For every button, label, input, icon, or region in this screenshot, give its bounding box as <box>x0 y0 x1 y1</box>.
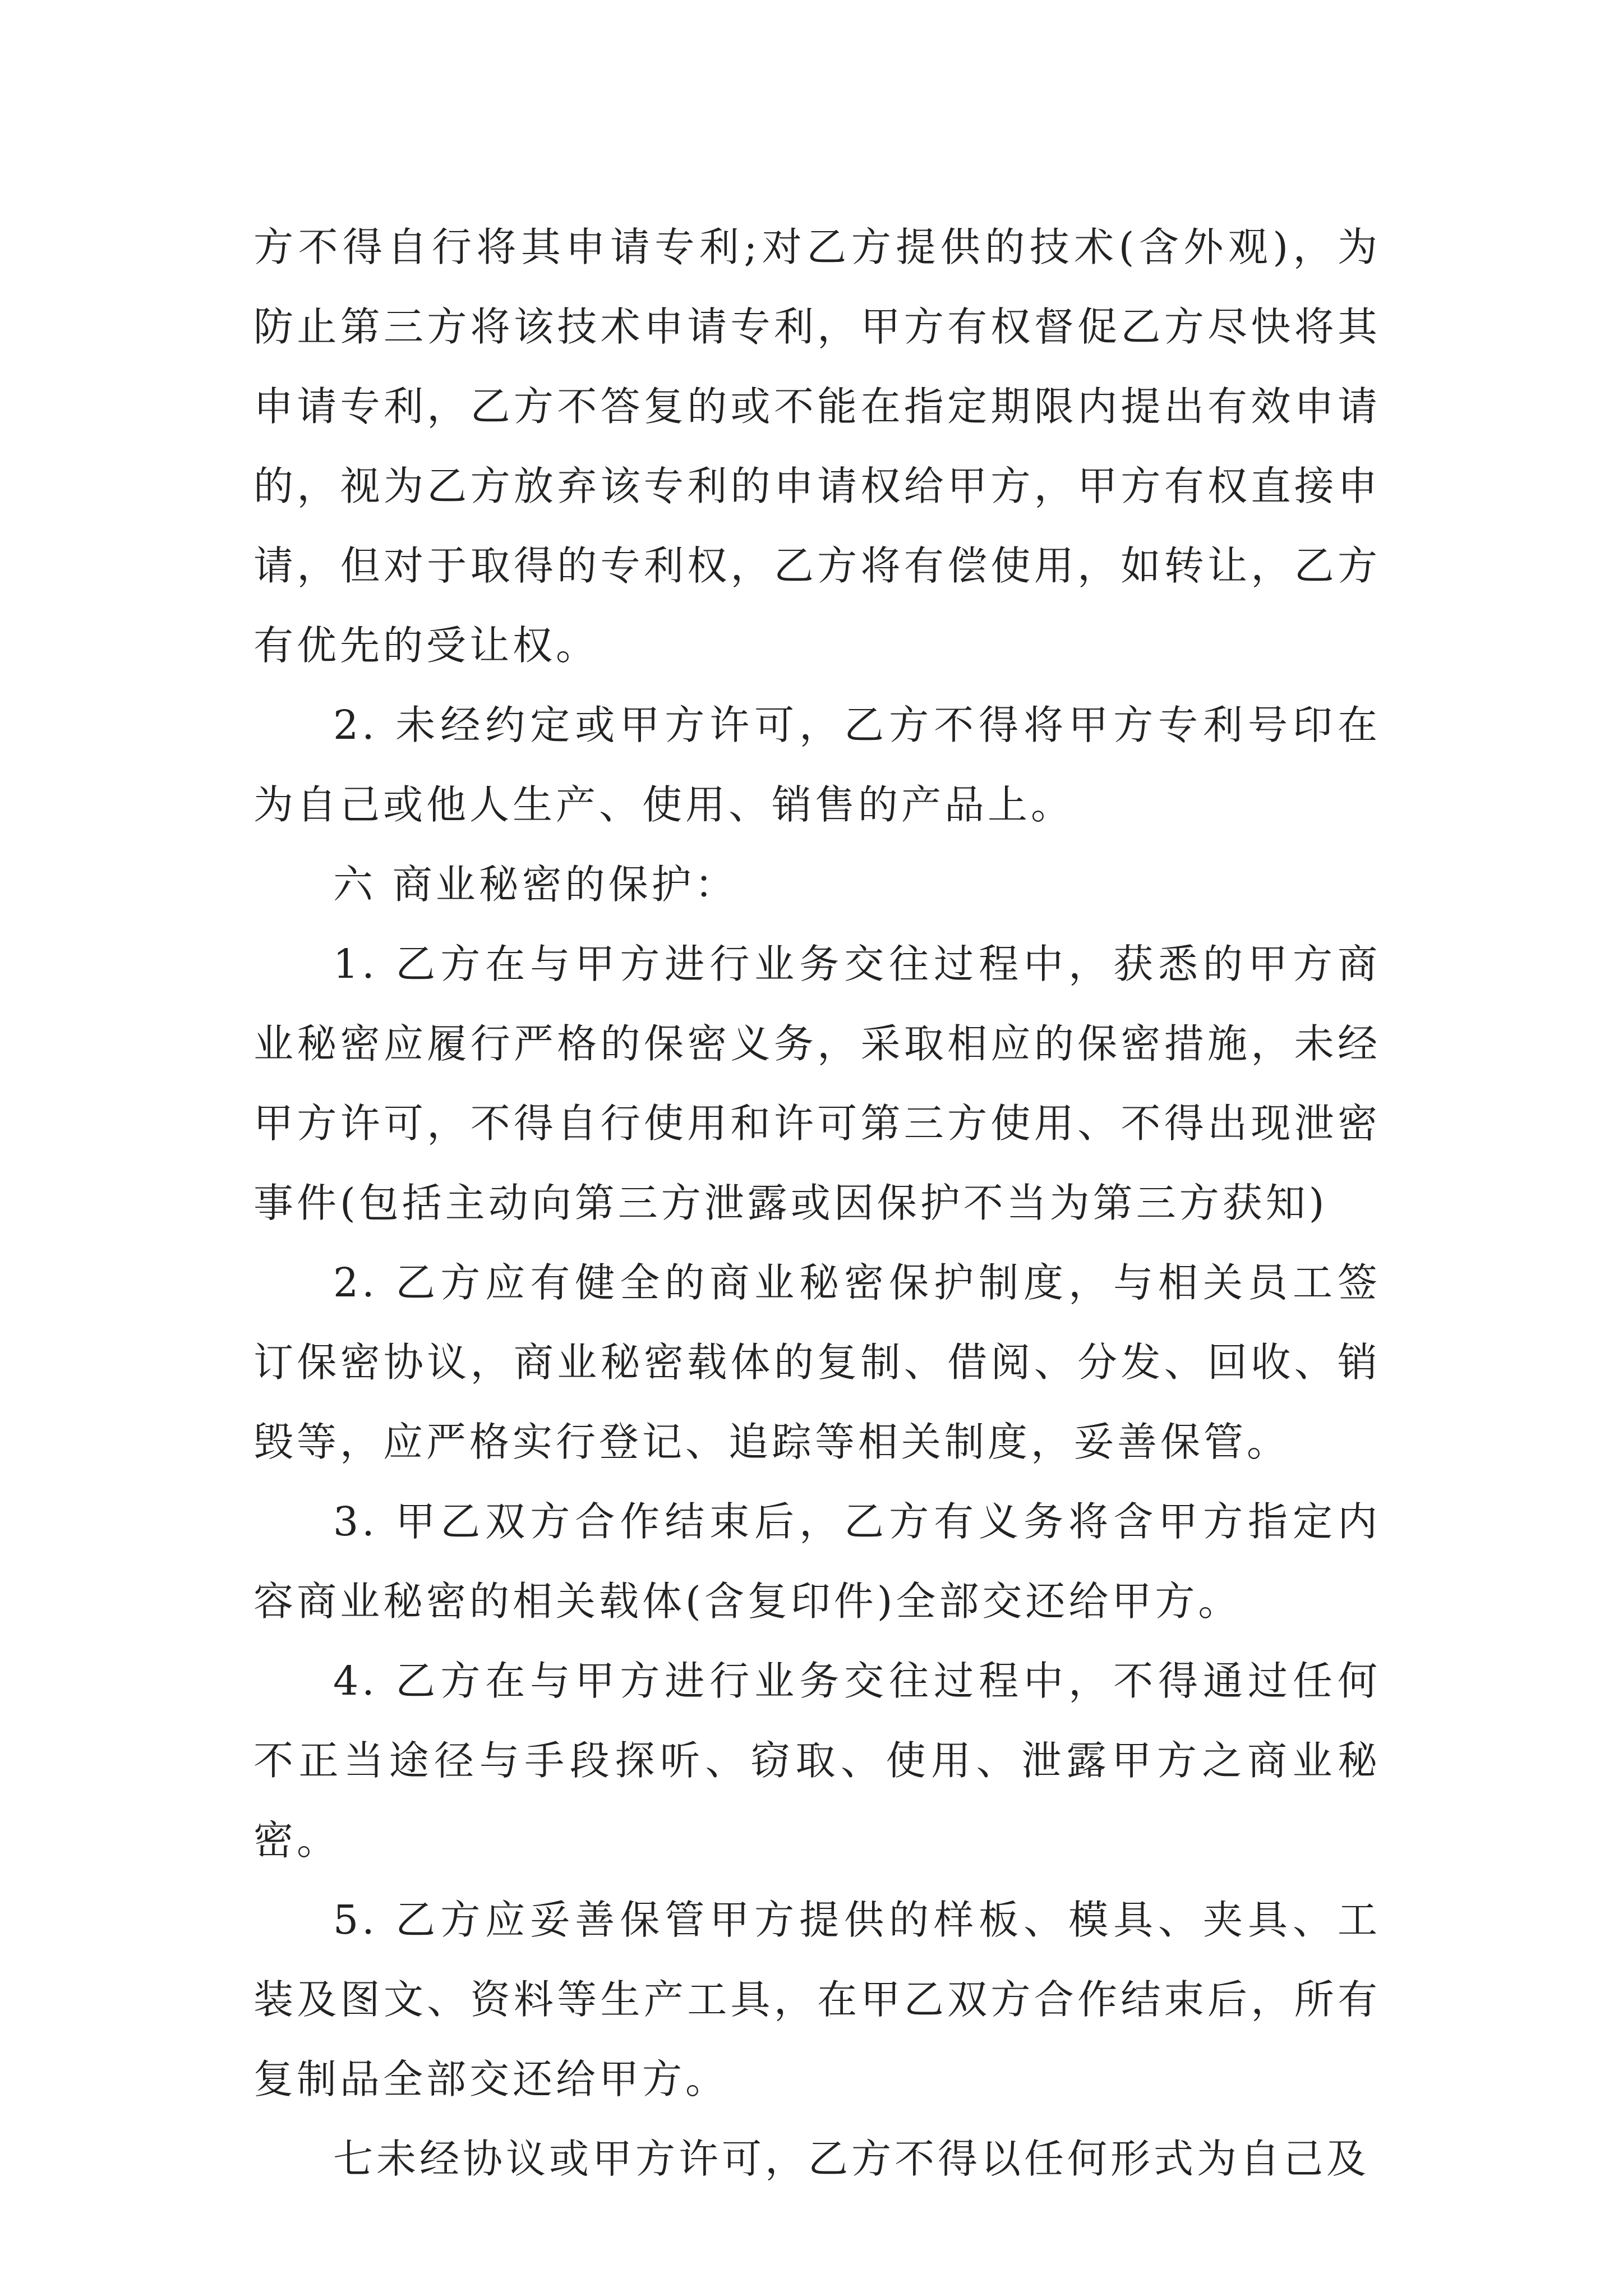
paragraph-return-carriers: 3. 甲乙双方合作结束后，乙方有义务将含甲方指定内容商业秘密的相关载体(含复印件)全部交还给甲方。 <box>253 1498 1381 1625</box>
paragraph-patent-number-restriction: 2. 未经约定或甲方许可，乙方不得将甲方专利号印在为自己或他人生产、使用、销售的产品上。 <box>253 702 1381 828</box>
paragraph-secret-protection-system: 2. 乙方应有健全的商业秘密保护制度，与相关员工签订保密协议，商业秘密载体的复制、借阅、分发、回收、销毁等，应严格实行登记、追踪等相关制度，妥善保管。 <box>253 1259 1381 1465</box>
paragraph-safekeeping-tools: 5. 乙方应妥善保管甲方提供的样板、模具、夹具、工装及图文、资料等生产工具，在甲乙双方合作结束后，所有复制品全部交还给甲方。 <box>253 1897 1381 2102</box>
paragraph-confidentiality-obligation: 1. 乙方在与甲方进行业务交往过程中，获悉的甲方商业秘密应履行严格的保密义务，采取相应的保密措施，未经甲方许可，不得自行使用和许可第三方使用、不得出现泄密事件(包括主动向第三方泄露或因保护不当为第三方获知) <box>253 941 1381 1226</box>
paragraph-patent-application-rights: 方不得自行将其申请专利;对乙方提供的技术(含外观)，为防止第三方将该技术申请专利，甲方有权督促乙方尽快将其申请专利，乙方不答复的或不能在指定期限内提出有效申请的，视为乙方放弃该专利的申请权给甲方，甲方有权直接申请，但对于取得的专利权，乙方将有偿使用，如转让，乙方有优先的受让权。 <box>253 224 1381 669</box>
document-body <box>253 208 1381 2199</box>
paragraph-section-seven-start: 七未经协议或甲方许可，乙方不得以任何形式为自己及 <box>333 2136 1370 2182</box>
section-heading-trade-secret-protection: 六 商业秘密的保护： <box>333 861 738 908</box>
paragraph-no-improper-means: 4. 乙方在与甲方进行业务交往过程中，不得通过任何不正当途径与手段探听、窃取、使用、泄露甲方之商业秘密。 <box>253 1658 1381 1864</box>
